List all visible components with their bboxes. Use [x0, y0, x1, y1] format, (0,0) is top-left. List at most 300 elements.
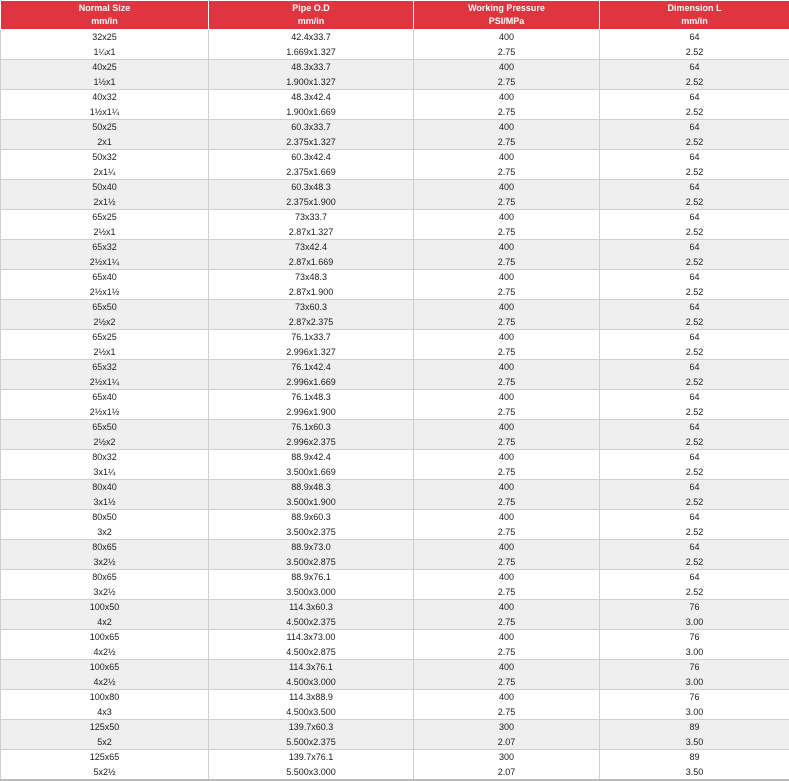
working-pressure-cell: [414, 60, 600, 90]
imperial-value: 3x1½: [1, 495, 208, 509]
pipe-od-cell: [209, 720, 414, 750]
normal-size-cell: [1, 270, 209, 300]
working-pressure-cell: [414, 270, 600, 300]
metric-value: 400: [414, 150, 599, 164]
normal-size-cell: [1, 210, 209, 240]
imperial-value: 3.00: [600, 705, 789, 719]
header-row: [1, 1, 789, 30]
dimension-l-cell: [600, 690, 789, 720]
metric-value: 400: [414, 330, 599, 344]
imperial-value: 2.75: [414, 705, 599, 719]
working-pressure-cell: [414, 150, 600, 180]
metric-value: 60.3x48.3: [209, 180, 413, 194]
imperial-value: 2½x2: [1, 315, 208, 329]
imperial-value: 2.996x1.669: [209, 375, 413, 389]
imperial-value: 1½x1: [1, 75, 208, 89]
metric-value: 76: [600, 600, 789, 614]
metric-value: 76.1x48.3: [209, 390, 413, 404]
working-pressure-cell: [414, 420, 600, 450]
imperial-value: 3x1¼: [1, 465, 208, 479]
metric-value: 89: [600, 750, 789, 764]
imperial-value: 2.52: [600, 465, 789, 479]
pipe-od-cell: [209, 300, 414, 330]
dimension-l-cell: [600, 450, 789, 480]
pipe-od-cell: [209, 180, 414, 210]
imperial-value: 2.75: [414, 225, 599, 239]
imperial-value: 2½x2: [1, 435, 208, 449]
table-row: [1, 120, 789, 150]
normal-size-cell: [1, 60, 209, 90]
working-pressure-cell: [414, 300, 600, 330]
dimension-l-cell: [600, 390, 789, 420]
imperial-value: 3.500x2.875: [209, 555, 413, 569]
table-header: [1, 1, 789, 30]
imperial-value: 2.87x1.900: [209, 285, 413, 299]
metric-value: 125x65: [1, 750, 208, 764]
imperial-value: 2.52: [600, 255, 789, 269]
normal-size-cell: [1, 630, 209, 660]
table-row: [1, 360, 789, 390]
metric-value: 60.3x33.7: [209, 120, 413, 134]
imperial-value: 2.75: [414, 345, 599, 359]
working-pressure-cell: [414, 30, 600, 60]
normal-size-cell: [1, 450, 209, 480]
imperial-value: 2.52: [600, 165, 789, 179]
metric-value: 139.7x76.1: [209, 750, 413, 764]
normal-size-cell: [1, 330, 209, 360]
metric-value: 100x65: [1, 630, 208, 644]
metric-value: 400: [414, 450, 599, 464]
metric-value: 114.3x88.9: [209, 690, 413, 704]
imperial-value: 2.07: [414, 765, 599, 779]
metric-value: 65x50: [1, 420, 208, 434]
imperial-value: 2.52: [600, 105, 789, 119]
metric-value: 100x65: [1, 660, 208, 674]
dimension-l-cell: [600, 660, 789, 690]
metric-value: 64: [600, 90, 789, 104]
metric-value: 65x40: [1, 270, 208, 284]
working-pressure-cell: [414, 210, 600, 240]
pipe-od-cell: [209, 270, 414, 300]
imperial-value: 2.75: [414, 195, 599, 209]
working-pressure-cell: [414, 360, 600, 390]
imperial-value: 3.00: [600, 675, 789, 689]
dimension-l-cell: [600, 210, 789, 240]
metric-value: 65x25: [1, 210, 208, 224]
normal-size-cell: [1, 240, 209, 270]
pipe-od-cell: [209, 750, 414, 781]
working-pressure-cell: [414, 570, 600, 600]
normal-size-cell: [1, 660, 209, 690]
metric-value: 400: [414, 120, 599, 134]
normal-size-cell: [1, 390, 209, 420]
imperial-value: 2.75: [414, 615, 599, 629]
imperial-value: 2.75: [414, 525, 599, 539]
imperial-value: 2.52: [600, 225, 789, 239]
working-pressure-cell: [414, 540, 600, 570]
imperial-value: 2.52: [600, 405, 789, 419]
metric-value: 64: [600, 360, 789, 374]
imperial-value: 3.500x3.000: [209, 585, 413, 599]
table-row: [1, 660, 789, 690]
table-row: [1, 300, 789, 330]
metric-value: 32x25: [1, 30, 208, 44]
imperial-value: 2.87x1.327: [209, 225, 413, 239]
table-row: [1, 60, 789, 90]
imperial-value: 1½x1¼: [1, 105, 208, 119]
imperial-value: 2.75: [414, 135, 599, 149]
metric-value: 64: [600, 450, 789, 464]
table-row: [1, 720, 789, 750]
metric-value: 400: [414, 660, 599, 674]
imperial-value: 3.50: [600, 765, 789, 779]
imperial-value: 2.75: [414, 45, 599, 59]
working-pressure-cell: [414, 450, 600, 480]
dimension-l-cell: [600, 540, 789, 570]
imperial-value: 4x2: [1, 615, 208, 629]
metric-value: 64: [600, 150, 789, 164]
metric-value: 400: [414, 60, 599, 74]
dimension-l-cell: [600, 510, 789, 540]
imperial-value: 4x3: [1, 705, 208, 719]
imperial-value: 5x2½: [1, 765, 208, 779]
normal-size-cell: [1, 480, 209, 510]
pipe-od-cell: [209, 90, 414, 120]
metric-value: 42.4x33.7: [209, 30, 413, 44]
metric-value: 64: [600, 270, 789, 284]
imperial-value: 2.52: [600, 525, 789, 539]
normal-size-cell: [1, 360, 209, 390]
pipe-od-cell: [209, 390, 414, 420]
table-row: [1, 150, 789, 180]
dimension-l-cell: [600, 600, 789, 630]
imperial-value: 2½x1: [1, 225, 208, 239]
normal-size-cell: [1, 540, 209, 570]
metric-value: 88.9x60.3: [209, 510, 413, 524]
imperial-value: 5.500x2.375: [209, 735, 413, 749]
working-pressure-cell: [414, 600, 600, 630]
imperial-value: 5.500x3.000: [209, 765, 413, 779]
pipe-od-cell: [209, 510, 414, 540]
pipe-od-cell: [209, 30, 414, 60]
imperial-value: 2.75: [414, 375, 599, 389]
working-pressure-cell: [414, 630, 600, 660]
dimension-l-cell: [600, 330, 789, 360]
pipe-od-cell: [209, 210, 414, 240]
metric-value: 100x50: [1, 600, 208, 614]
imperial-value: 2.75: [414, 105, 599, 119]
imperial-value: 4x2½: [1, 645, 208, 659]
imperial-value: 2.52: [600, 375, 789, 389]
imperial-value: 3.500x1.669: [209, 465, 413, 479]
imperial-value: 2x1½: [1, 195, 208, 209]
normal-size-cell: [1, 510, 209, 540]
metric-value: 64: [600, 420, 789, 434]
normal-size-cell: [1, 750, 209, 781]
imperial-value: 2.52: [600, 585, 789, 599]
working-pressure-cell: [414, 480, 600, 510]
metric-value: 64: [600, 540, 789, 554]
imperial-value: 2.52: [600, 285, 789, 299]
metric-value: 114.3x60.3: [209, 600, 413, 614]
metric-value: 64: [600, 300, 789, 314]
metric-value: 40x32: [1, 90, 208, 104]
dimension-l-cell: [600, 90, 789, 120]
table-row: [1, 600, 789, 630]
metric-value: 76: [600, 630, 789, 644]
pipe-od-cell: [209, 480, 414, 510]
metric-value: 80x50: [1, 510, 208, 524]
dimension-l-cell: [600, 150, 789, 180]
metric-value: 89: [600, 720, 789, 734]
table-row: [1, 540, 789, 570]
metric-value: 139.7x60.3: [209, 720, 413, 734]
imperial-value: 3.50: [600, 735, 789, 749]
metric-value: 400: [414, 90, 599, 104]
imperial-value: 2.52: [600, 135, 789, 149]
dimension-l-cell: [600, 300, 789, 330]
table-row: [1, 90, 789, 120]
imperial-value: 2x1: [1, 135, 208, 149]
metric-value: 73x60.3: [209, 300, 413, 314]
metric-value: 88.9x76.1: [209, 570, 413, 584]
metric-value: 114.3x73.00: [209, 630, 413, 644]
metric-value: 64: [600, 330, 789, 344]
metric-value: 65x32: [1, 240, 208, 254]
table-body: [1, 30, 789, 781]
metric-value: 400: [414, 690, 599, 704]
metric-value: 65x50: [1, 300, 208, 314]
imperial-value: 2.75: [414, 585, 599, 599]
imperial-value: 2.52: [600, 315, 789, 329]
metric-value: 80x32: [1, 450, 208, 464]
metric-value: 76.1x60.3: [209, 420, 413, 434]
metric-value: 400: [414, 420, 599, 434]
imperial-value: 2x1¼: [1, 165, 208, 179]
metric-value: 50x25: [1, 120, 208, 134]
normal-size-cell: [1, 420, 209, 450]
metric-value: 400: [414, 540, 599, 554]
metric-value: 64: [600, 120, 789, 134]
metric-value: 100x80: [1, 690, 208, 704]
metric-value: 400: [414, 180, 599, 194]
table-row: [1, 270, 789, 300]
metric-value: 64: [600, 180, 789, 194]
normal-size-cell: [1, 600, 209, 630]
pipe-od-cell: [209, 420, 414, 450]
imperial-value: 2.52: [600, 75, 789, 89]
metric-value: 64: [600, 510, 789, 524]
metric-value: 400: [414, 360, 599, 374]
imperial-value: 2.52: [600, 45, 789, 59]
imperial-value: 2.996x1.900: [209, 405, 413, 419]
metric-value: 125x50: [1, 720, 208, 734]
table-row: [1, 240, 789, 270]
imperial-value: 2.75: [414, 675, 599, 689]
header-dimension-l: [600, 1, 789, 30]
metric-value: 73x33.7: [209, 210, 413, 224]
metric-value: 48.3x42.4: [209, 90, 413, 104]
metric-value: 400: [414, 270, 599, 284]
header-title: Dimension L: [600, 2, 789, 15]
imperial-value: 2.52: [600, 435, 789, 449]
metric-value: 64: [600, 30, 789, 44]
imperial-value: 2.75: [414, 555, 599, 569]
working-pressure-cell: [414, 390, 600, 420]
imperial-value: 2½x1½: [1, 285, 208, 299]
imperial-value: 2½x1: [1, 345, 208, 359]
metric-value: 400: [414, 510, 599, 524]
working-pressure-cell: [414, 660, 600, 690]
dimension-l-cell: [600, 480, 789, 510]
imperial-value: 2.52: [600, 345, 789, 359]
pipe-od-cell: [209, 450, 414, 480]
metric-value: 76: [600, 660, 789, 674]
dimension-l-cell: [600, 720, 789, 750]
pipe-od-cell: [209, 60, 414, 90]
table-row: [1, 450, 789, 480]
metric-value: 64: [600, 390, 789, 404]
dimension-l-cell: [600, 30, 789, 60]
metric-value: 80x40: [1, 480, 208, 494]
metric-value: 76: [600, 690, 789, 704]
imperial-value: 2.75: [414, 495, 599, 509]
imperial-value: 2.75: [414, 285, 599, 299]
normal-size-cell: [1, 690, 209, 720]
metric-value: 76.1x33.7: [209, 330, 413, 344]
normal-size-cell: [1, 720, 209, 750]
pipe-od-cell: [209, 600, 414, 630]
imperial-value: 2½x1¼: [1, 375, 208, 389]
dimension-l-cell: [600, 420, 789, 450]
dimension-l-cell: [600, 120, 789, 150]
metric-value: 50x32: [1, 150, 208, 164]
metric-value: 64: [600, 480, 789, 494]
metric-value: 400: [414, 480, 599, 494]
metric-value: 400: [414, 600, 599, 614]
metric-value: 60.3x42.4: [209, 150, 413, 164]
normal-size-cell: [1, 120, 209, 150]
header-working-pressure: [414, 1, 600, 30]
metric-value: 64: [600, 210, 789, 224]
working-pressure-cell: [414, 180, 600, 210]
working-pressure-cell: [414, 690, 600, 720]
imperial-value: 2.52: [600, 555, 789, 569]
pipe-od-cell: [209, 120, 414, 150]
pipe-od-cell: [209, 570, 414, 600]
pipe-od-cell: [209, 690, 414, 720]
working-pressure-cell: [414, 750, 600, 781]
metric-value: 73x42.4: [209, 240, 413, 254]
header-unit: mm/in: [1, 15, 208, 28]
imperial-value: 2.375x1.669: [209, 165, 413, 179]
table-row: [1, 750, 789, 781]
header-unit: PSI/MPa: [414, 15, 599, 28]
metric-value: 400: [414, 570, 599, 584]
metric-value: 300: [414, 750, 599, 764]
normal-size-cell: [1, 30, 209, 60]
metric-value: 64: [600, 570, 789, 584]
imperial-value: 1.669x1.327: [209, 45, 413, 59]
header-title: Normal Size: [1, 2, 208, 15]
header-unit: mm/in: [600, 15, 789, 28]
imperial-value: 4.500x2.875: [209, 645, 413, 659]
metric-value: 48.3x33.7: [209, 60, 413, 74]
metric-value: 76.1x42.4: [209, 360, 413, 374]
dimension-l-cell: [600, 750, 789, 781]
working-pressure-cell: [414, 330, 600, 360]
metric-value: 400: [414, 210, 599, 224]
header-normal-size: [1, 1, 209, 30]
pipe-od-cell: [209, 660, 414, 690]
header-title: Pipe O.D: [209, 2, 413, 15]
imperial-value: 4.500x3.500: [209, 705, 413, 719]
table-row: [1, 30, 789, 60]
imperial-value: 2.87x1.669: [209, 255, 413, 269]
metric-value: 65x25: [1, 330, 208, 344]
metric-value: 80x65: [1, 540, 208, 554]
table-row: [1, 480, 789, 510]
pipe-od-cell: [209, 150, 414, 180]
imperial-value: 2.375x1.327: [209, 135, 413, 149]
table-row: [1, 330, 789, 360]
metric-value: 400: [414, 240, 599, 254]
table-row: [1, 690, 789, 720]
normal-size-cell: [1, 150, 209, 180]
normal-size-cell: [1, 570, 209, 600]
metric-value: 300: [414, 720, 599, 734]
metric-value: 64: [600, 240, 789, 254]
pipe-od-cell: [209, 540, 414, 570]
imperial-value: 2.375x1.900: [209, 195, 413, 209]
metric-value: 400: [414, 300, 599, 314]
imperial-value: 3.500x1.900: [209, 495, 413, 509]
imperial-value: 2.75: [414, 75, 599, 89]
imperial-value: 3.00: [600, 645, 789, 659]
dimension-l-cell: [600, 570, 789, 600]
imperial-value: 3.500x2.375: [209, 525, 413, 539]
imperial-value: 2.996x1.327: [209, 345, 413, 359]
metric-value: 50x40: [1, 180, 208, 194]
metric-value: 73x48.3: [209, 270, 413, 284]
table-row: [1, 180, 789, 210]
working-pressure-cell: [414, 240, 600, 270]
working-pressure-cell: [414, 510, 600, 540]
imperial-value: 2.52: [600, 195, 789, 209]
dimension-l-cell: [600, 60, 789, 90]
metric-value: 400: [414, 630, 599, 644]
dimension-l-cell: [600, 630, 789, 660]
pipe-od-cell: [209, 630, 414, 660]
working-pressure-cell: [414, 720, 600, 750]
imperial-value: 1¼x1: [1, 45, 208, 59]
metric-value: 88.9x48.3: [209, 480, 413, 494]
imperial-value: 2.75: [414, 645, 599, 659]
imperial-value: 1.900x1.327: [209, 75, 413, 89]
imperial-value: 3x2½: [1, 585, 208, 599]
metric-value: 80x65: [1, 570, 208, 584]
imperial-value: 1.900x1.669: [209, 105, 413, 119]
dimension-l-cell: [600, 240, 789, 270]
metric-value: 400: [414, 30, 599, 44]
metric-value: 88.9x42.4: [209, 450, 413, 464]
imperial-value: 5x2: [1, 735, 208, 749]
imperial-value: 4.500x2.375: [209, 615, 413, 629]
imperial-value: 4.500x3.000: [209, 675, 413, 689]
imperial-value: 2.996x2.375: [209, 435, 413, 449]
table-row: [1, 210, 789, 240]
imperial-value: 3.00: [600, 615, 789, 629]
